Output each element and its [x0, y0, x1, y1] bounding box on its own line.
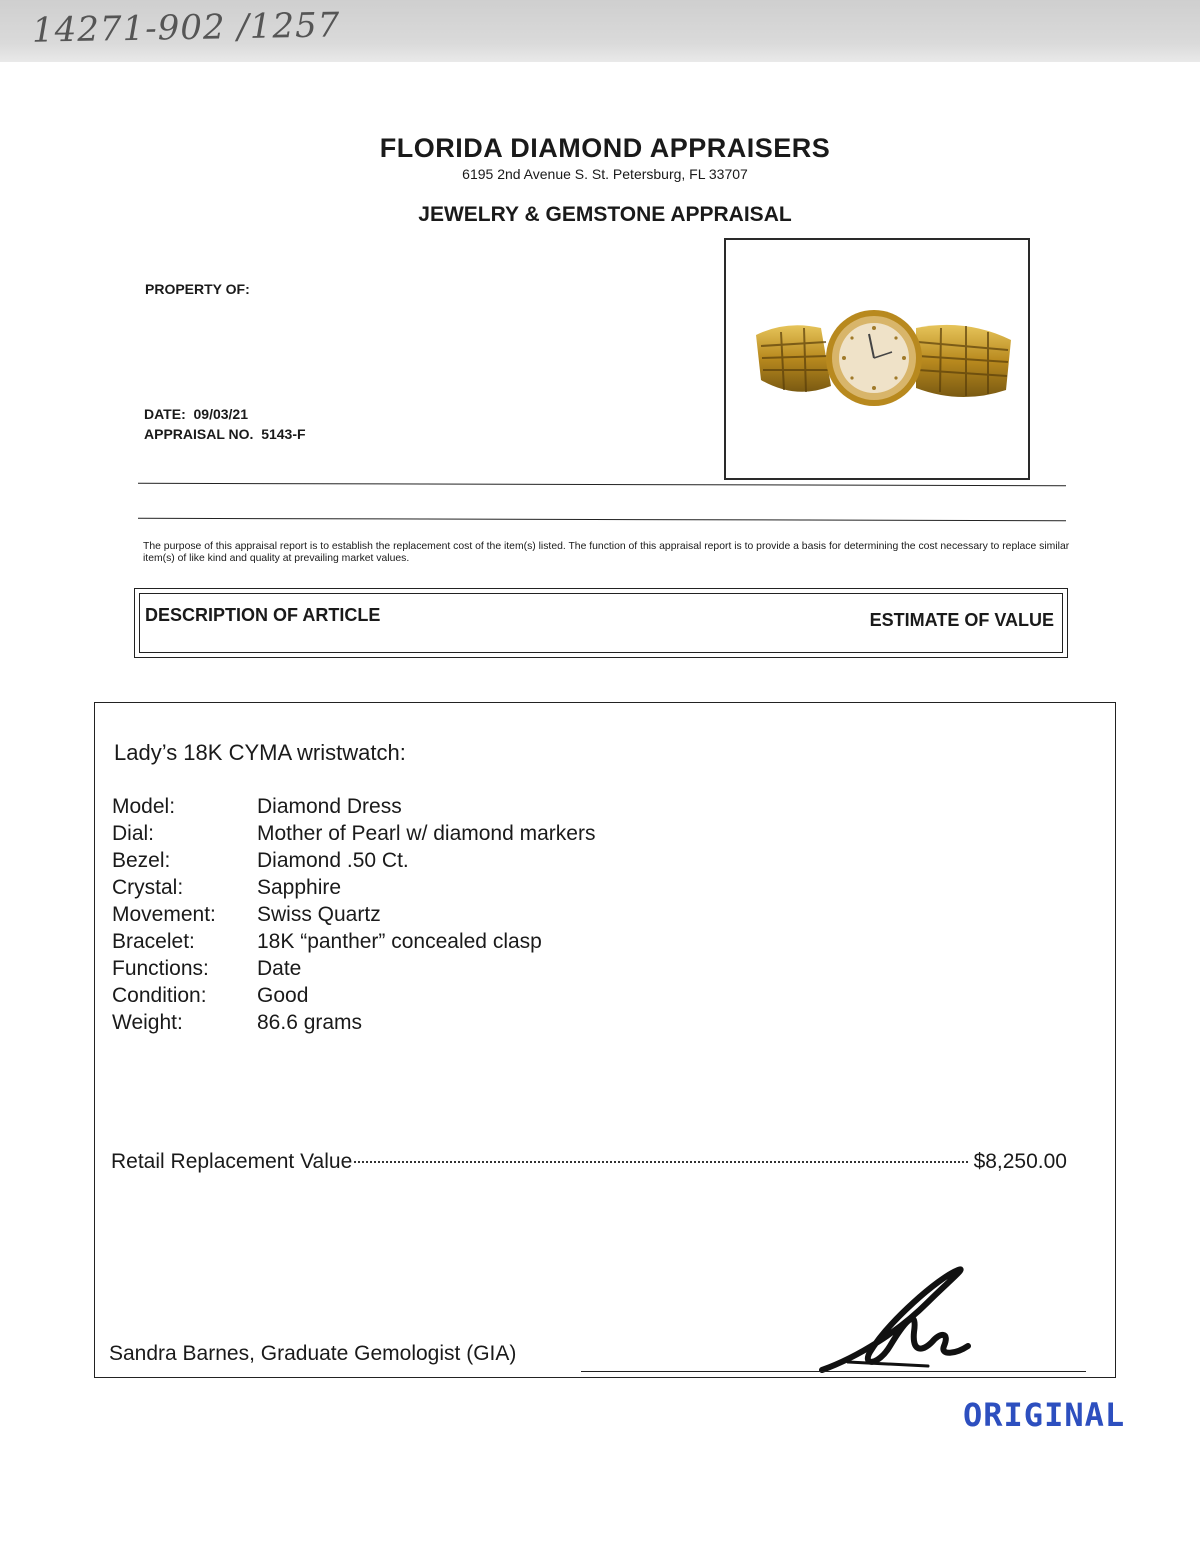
- spec-value: Date: [257, 957, 302, 980]
- spec-label: Dial:: [112, 822, 155, 845]
- rule-line-1: [138, 483, 1066, 486]
- retail-value-row: [111, 1150, 1067, 1180]
- retail-value-label: Retail Replacement Value: [111, 1150, 353, 1173]
- spec-label: Bracelet:: [112, 930, 195, 953]
- table-header-inner-frame: [139, 593, 1063, 653]
- handwritten-note: 14271-902 /1257: [31, 5, 341, 51]
- signer-name: Sandra Barnes, Graduate Gemologist (GIA): [109, 1342, 517, 1365]
- signature-line: [581, 1371, 1086, 1372]
- gold-wristwatch-photo: [726, 240, 1028, 478]
- spec-label: Functions:: [112, 957, 209, 980]
- spec-label: Bezel:: [112, 849, 171, 872]
- spec-value: Sapphire: [257, 876, 342, 899]
- table-header-box: [134, 588, 1068, 658]
- spec-label: Crystal:: [112, 876, 184, 899]
- purpose-statement: The purpose of this appraisal report is to establish the replacement cost of the item(s) listed. The function of this appraisal report is to provide a basis for determining the cost necessary to replace similar item(s) of like kind and quality at prevailing market values.: [143, 541, 1070, 564]
- spec-label: Condition:: [112, 984, 207, 1007]
- document-title: JEWELRY & GEMSTONE APPRAISAL: [418, 203, 792, 226]
- item-photo-frame: [724, 238, 1030, 480]
- spec-label: Weight:: [112, 1011, 183, 1034]
- spec-value: Diamond Dress: [257, 795, 402, 818]
- retail-value-amount: $8,250.00: [973, 1150, 1067, 1173]
- appraisal-number-line: APPRAISAL NO. 5143-F: [144, 426, 306, 442]
- spec-label: Movement:: [112, 903, 216, 926]
- property-of-label: PROPERTY OF:: [145, 281, 250, 297]
- item-title: Lady’s 18K CYMA wristwatch:: [114, 740, 406, 765]
- spec-value: Mother of Pearl w/ diamond markers: [257, 822, 596, 845]
- spec-label: Model:: [112, 795, 176, 818]
- handwritten-signature: [818, 1262, 978, 1382]
- spec-value: Diamond .50 Ct.: [257, 849, 409, 872]
- date-line: DATE: 09/03/21: [144, 406, 249, 422]
- original-stamp: ORIGINAL: [963, 1396, 1126, 1434]
- description-heading: DESCRIPTION OF ARTICLE: [145, 605, 381, 625]
- spec-value: 86.6 grams: [257, 1011, 363, 1034]
- estimate-heading: ESTIMATE OF VALUE: [869, 610, 1054, 630]
- company-address: 6195 2nd Avenue S. St. Petersburg, FL 33707: [462, 166, 748, 182]
- spec-value: Good: [257, 984, 309, 1007]
- dot-leader: [354, 1161, 967, 1163]
- company-name: FLORIDA DIAMOND APPRAISERS: [379, 133, 831, 163]
- spec-value: 18K “panther” concealed clasp: [257, 930, 542, 953]
- spec-value: Swiss Quartz: [257, 903, 381, 926]
- rule-line-2: [138, 518, 1066, 521]
